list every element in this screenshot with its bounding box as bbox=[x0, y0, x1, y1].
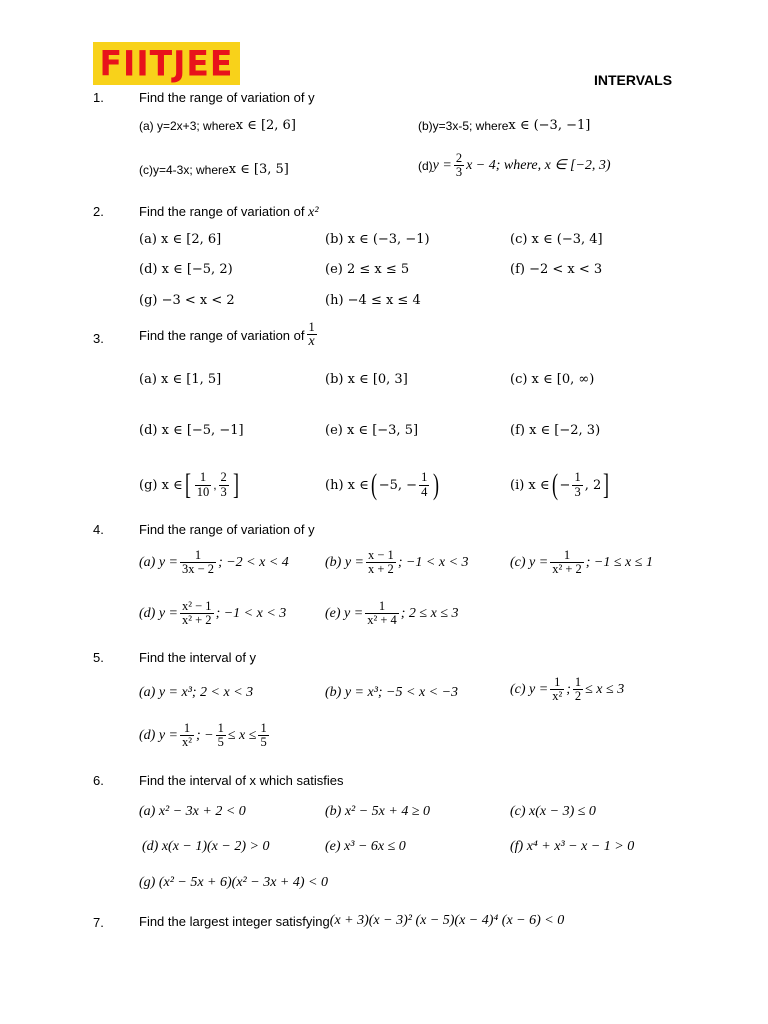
option: (d) y = $\frac{\text{x² − 1}}{\text{x² + 2}}$ ; −1 < x < 3 bbox=[139, 599, 287, 628]
question-number: 7. bbox=[93, 915, 104, 930]
option: (b) x ∈ (−3, −1) bbox=[325, 232, 430, 247]
option: (e) 2 ≤ x ≤ 5 bbox=[325, 262, 410, 277]
option: (c) x(x − 3) ≤ 0 bbox=[510, 804, 596, 819]
question-number: 4. bbox=[93, 522, 104, 537]
option: (a) x ∈ [2, 6] bbox=[139, 232, 222, 247]
option: (b) y = x³; −5 < x < −3 bbox=[325, 685, 459, 700]
option: (f) x ∈ [−2, 3) bbox=[510, 423, 601, 438]
fiitjee-logo: FIITJEE bbox=[93, 42, 240, 85]
option: (c) x ∈ (−3, 4] bbox=[510, 232, 603, 247]
option: (d) x(x − 1)(x − 2) > 0 bbox=[142, 839, 270, 854]
option: (h) x ∈ ( −5, − $\frac{1}{4}$ ) bbox=[325, 468, 440, 501]
option: (g) x ∈ [ $\frac{1}{10}$ , $\frac{2}{3}$ ] bbox=[139, 468, 239, 501]
option: (b)y=3x-5; where x ∈ (−3, −1] bbox=[418, 118, 591, 133]
option: (a) y = $\frac{1}{3x - 2}$ ; −2 < x < 4 bbox=[139, 548, 289, 577]
option: (b) x ∈ [0, 3] bbox=[325, 372, 408, 387]
page-title: INTERVALS bbox=[594, 72, 673, 88]
option: (f) x⁴ + x³ − x − 1 > 0 bbox=[510, 839, 635, 854]
option: (a) x² − 3x + 2 < 0 bbox=[139, 804, 246, 819]
option: (b) y = $\frac{x - 1}{x + 2}$ ; −1 < x < 3 bbox=[325, 548, 469, 577]
option: (g) (x² − 5x + 6)(x² − 3x + 4) < 0 bbox=[139, 875, 328, 890]
option: (h) −4 ≤ x ≤ 4 bbox=[325, 293, 421, 308]
question-number: 6. bbox=[93, 773, 104, 788]
option: (d) y = $\frac{1}{\text{x²}}$ ; − $\frac{1}{5}$ ≤ x ≤ $\frac{1}{5}$ bbox=[139, 721, 267, 750]
option: (e) x ∈ [−3, 5] bbox=[325, 423, 419, 438]
option: (g) −3 < x < 2 bbox=[139, 293, 235, 308]
option: (e) y = $\frac{1}{\text{x² + 4}}$ ; 2 ≤ x ≤ 3 bbox=[325, 599, 459, 628]
question-text: Find the interval of x which satisfies bbox=[139, 773, 344, 788]
question-number: 3. bbox=[93, 331, 104, 346]
question-text: Find the range of variation of y bbox=[139, 522, 315, 537]
question-number: 2. bbox=[93, 204, 104, 219]
option: (c)y=4-3x; where x ∈ [3, 5] bbox=[139, 162, 289, 177]
option: (f) −2 < x < 3 bbox=[510, 262, 603, 277]
question-text: Find the largest integer satisfying (x + 3)(x − 3)² (x − 5)(x − 4)⁴ (x − 6) < 0 bbox=[139, 913, 565, 929]
question-number: 5. bbox=[93, 650, 104, 665]
question-text: Find the range of variation of $\frac{1}{x}$ bbox=[139, 320, 315, 350]
option: (a) y=2x+3; where x ∈ [2, 6] bbox=[139, 118, 296, 133]
question-text: Find the interval of y bbox=[139, 650, 257, 665]
option: (d) x ∈ [−5, −1] bbox=[139, 423, 244, 438]
option: (c) x ∈ [0, ∞) bbox=[510, 372, 595, 387]
option: (d) y = $\frac{2}{3}$ x − 4; where, x ∈ [−2, 3) bbox=[418, 151, 611, 180]
option: (c) y = $\frac{1}{\text{x²}}$ ; $\frac{1}{2}$ ≤ x ≤ 3 bbox=[510, 675, 625, 704]
option: (a) y = x³; 2 < x < 3 bbox=[139, 685, 254, 700]
question-text: Find the range of variation of y bbox=[139, 90, 315, 105]
question-number: 1. bbox=[93, 90, 104, 105]
option: (c) y = $\frac{1}{\text{x² + 2}}$ ; −1 ≤ x ≤ 1 bbox=[510, 548, 653, 577]
option: (i) x ∈ ( − $\frac{1}{3}$ , 2 ] bbox=[510, 468, 610, 501]
option: (b) x² − 5x + 4 ≥ 0 bbox=[325, 804, 431, 819]
option: (a) x ∈ [1, 5] bbox=[139, 372, 222, 387]
option: (e) x³ − 6x ≤ 0 bbox=[325, 839, 406, 854]
question-text: Find the range of variation of x² bbox=[139, 204, 319, 220]
option: (d) x ∈ [−5, 2) bbox=[139, 262, 233, 277]
